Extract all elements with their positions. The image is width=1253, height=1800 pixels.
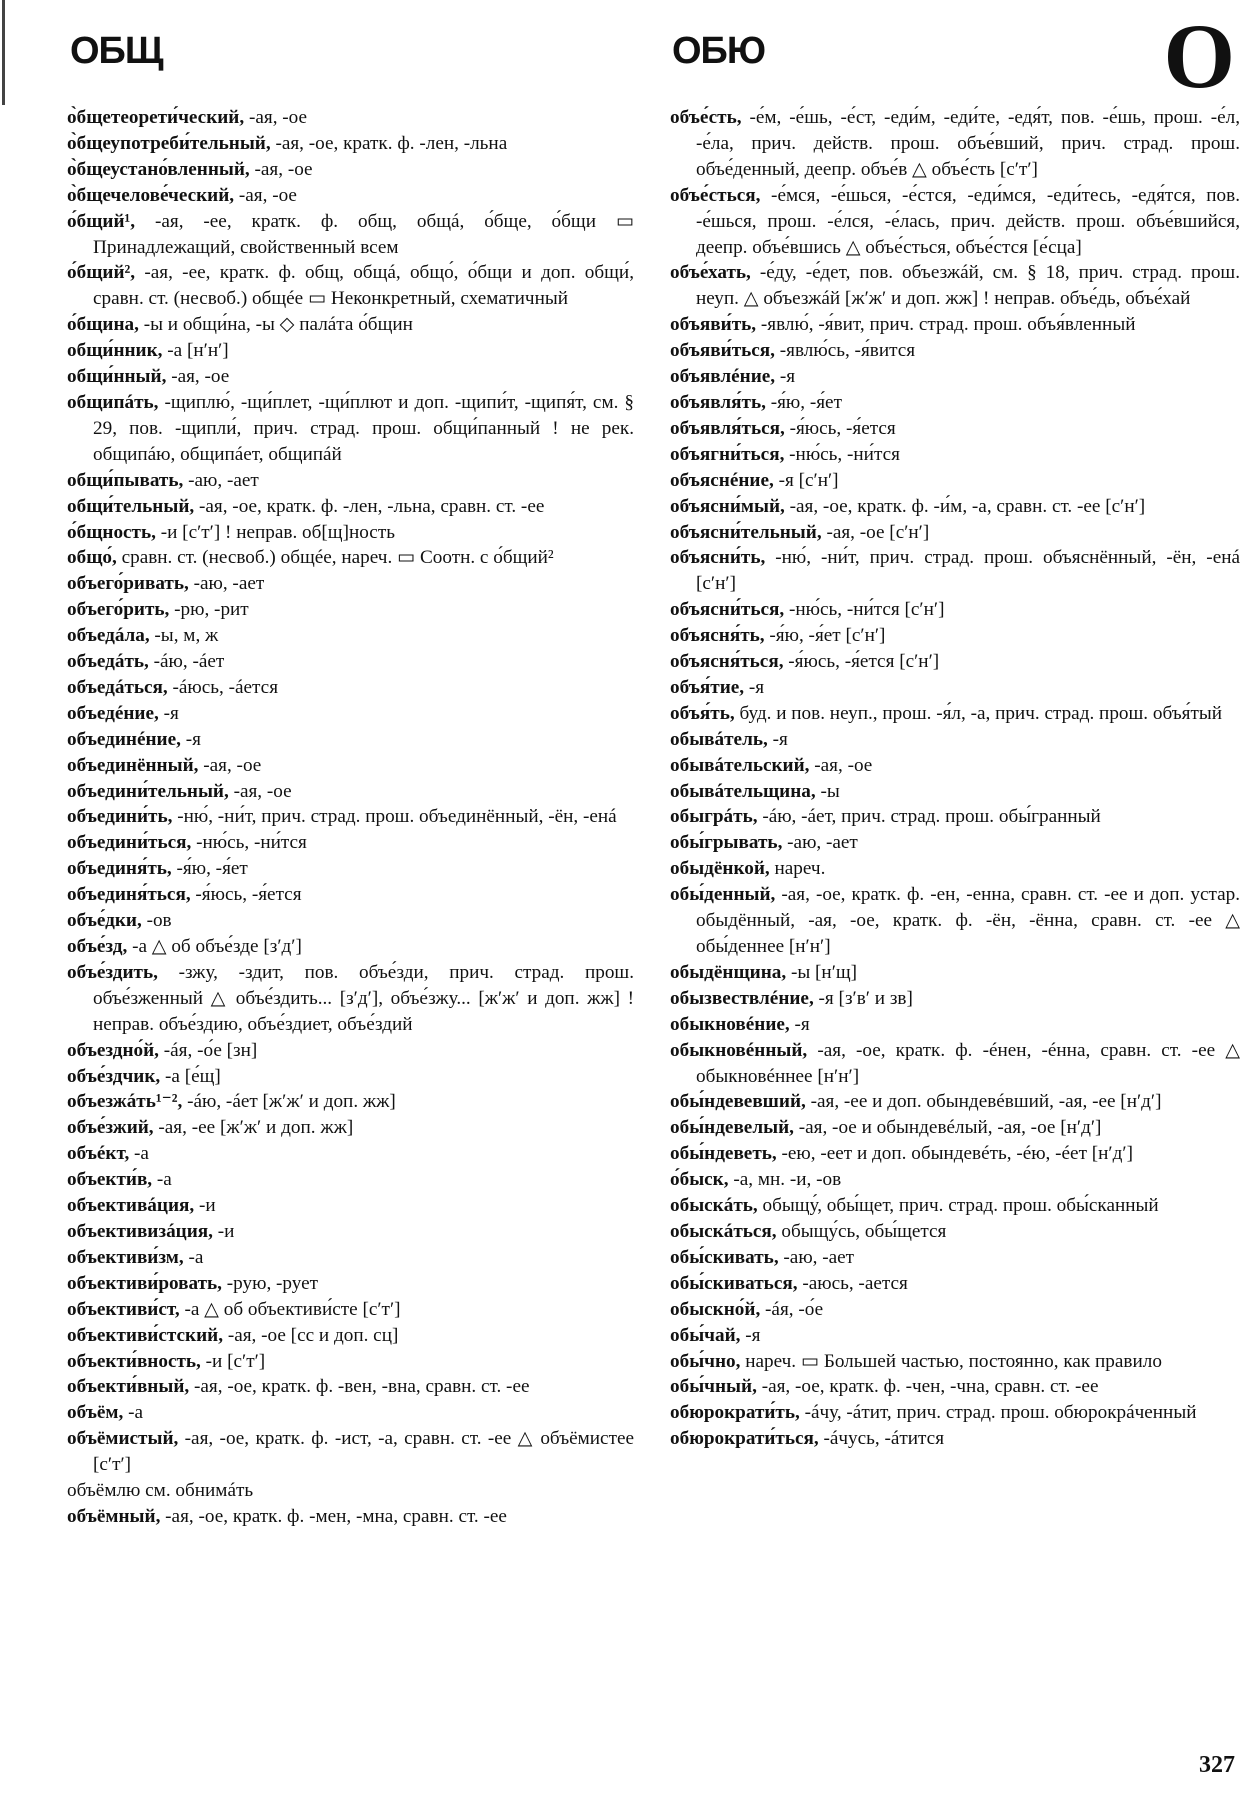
- dictionary-entry: [670, 442, 1240, 468]
- dictionary-entry: [670, 1426, 1240, 1452]
- entry-definition: -я: [158, 702, 179, 724]
- entry-headword: о̀бщечелове́ческий,: [67, 184, 235, 206]
- dictionary-entry: [67, 779, 634, 805]
- entry-headword: общипáть,: [67, 391, 159, 413]
- dictionary-entry: [670, 753, 1240, 779]
- entry-definition: нареч. ▭ Большей частью, постоянно, как правило: [740, 1350, 1162, 1372]
- entry-headword: объективи́стский,: [67, 1324, 224, 1346]
- entry-definition: -явлю́сь, -я́вится: [774, 340, 916, 362]
- dictionary-entry: [670, 830, 1240, 856]
- entry-headword: объясни́ться,: [670, 599, 785, 621]
- entry-definition: -е́ду, -е́дет, пов. объезжáй, см. § 18, прич. страд. прош. неуп. △ объезжáй [жʹжʹ и доп. жж] ! неправ. объе́дь, объе́хай: [696, 262, 1240, 310]
- entry-definition: -а: [152, 1169, 172, 1191]
- entry-headword: обыкновéние,: [670, 1013, 790, 1035]
- entry-headword: объясни́тельный,: [670, 521, 822, 543]
- entry-headword: объекти́вность,: [67, 1350, 201, 1372]
- entry-definition: -аю, -ает: [778, 1246, 855, 1268]
- dictionary-entry: [67, 312, 634, 338]
- entry-definition: -ы: [815, 780, 840, 802]
- entry-headword: о́бщина,: [67, 314, 139, 336]
- entry-headword: обы́скивать,: [670, 1246, 779, 1268]
- dictionary-entry: [67, 960, 634, 1038]
- entry-headword: о̀бщеустано́вленный,: [67, 158, 250, 180]
- dictionary-entry: [67, 390, 634, 468]
- entry-headword: объедини́ться,: [67, 832, 192, 854]
- entry-definition: -ая, -ое, кратк. ф. -и́м, -а, сравн. ст. -ее [сʹнʹ]: [784, 495, 1146, 517]
- entry-definition: -а, мн. -и, -ов: [728, 1169, 842, 1191]
- dictionary-entry: [670, 986, 1240, 1012]
- entry-headword: объедини́тельный,: [67, 780, 229, 802]
- entry-headword: общи́нник,: [67, 340, 163, 362]
- entry-definition: -ая, -ое: [198, 754, 262, 776]
- dictionary-entry: [67, 597, 634, 623]
- entry-definition: -а [нʹнʹ]: [162, 340, 229, 362]
- entry-headword: объяснéние,: [670, 469, 774, 491]
- entry-headword: обыгрáть,: [670, 806, 758, 828]
- dictionary-entry: [67, 571, 634, 597]
- entry-definition: -я: [767, 728, 788, 750]
- dictionary-entry: [67, 1245, 634, 1271]
- entry-definition: -ая, -ое: [228, 780, 292, 802]
- entry-definition: -ая, -ое, кратк. ф. -мен, -мна, сравн. ст. -ее: [160, 1505, 507, 1527]
- entry-definition: -е́мся, -е́шься, -е́стся, -еди́мся, -еди́тесь, -едя́тся, пов. -е́шься, прош. -е́лся, -е́лась, прич. действ. прош. объе́вшийся, деепр. объе́вшись △ объе́сться, объе́стся [е́сца]: [696, 184, 1240, 258]
- dictionary-entry: [670, 1349, 1240, 1375]
- entry-definition: -ая, -ое, кратк. ф. -вен, -вна, сравн. ст. -ее: [189, 1376, 530, 1398]
- dictionary-entry: [67, 520, 634, 546]
- entry-headword: объедáть,: [67, 651, 149, 673]
- entry-headword: о̀бщетеорети́ческий,: [67, 107, 245, 128]
- entry-definition: -ы, м, ж: [149, 625, 219, 647]
- entry-definition: -ню́, -ни́т, прич. страд. прош. объединённый, -ён, -енá: [172, 806, 617, 828]
- entry-definition: -áчу, -áтит, прич. страд. прош. обюрокрáченный: [799, 1402, 1197, 1424]
- entry-headword: обы́чай,: [670, 1324, 741, 1346]
- entry-headword: обывáтельский,: [670, 754, 810, 776]
- dictionary-entry: [67, 856, 634, 882]
- entry-definition: сравн. ст. (несвоб.) общée, нареч. ▭ Соотн. с о́бщий²: [116, 547, 554, 569]
- entry-headword: объективи́ст,: [67, 1298, 180, 1320]
- entry-definition: -áя, -о́е: [760, 1298, 824, 1320]
- dictionary-entry: [67, 1374, 634, 1400]
- dictionary-entry: [67, 882, 634, 908]
- dictionary-entry: [67, 830, 634, 856]
- entry-headword: объездно́й,: [67, 1039, 159, 1061]
- entry-definition: обыщу́, обы́щет, прич. страд. прош. обы́сканный: [757, 1195, 1159, 1217]
- entry-definition: -áюсь, -áется: [167, 676, 279, 698]
- entry-definition: объёмлю см. обнимáть: [67, 1480, 254, 1502]
- entry-headword: о̀бщеупотреби́тельный,: [67, 132, 271, 154]
- entry-definition: -я́ю, -я́ет [сʹнʹ]: [764, 625, 886, 647]
- dictionary-entry: [670, 1323, 1240, 1349]
- dictionary-entry: [670, 701, 1240, 727]
- entry-headword: объяви́ть,: [670, 314, 757, 336]
- entry-definition: -ню́сь, -ни́тся [сʹнʹ]: [784, 599, 945, 621]
- dictionary-entry: [670, 960, 1240, 986]
- entry-headword: объедини́ть,: [67, 806, 173, 828]
- entry-definition: -ею, -еет и доп. обындевéть, -éю, -éет [нʹдʹ]: [776, 1143, 1133, 1165]
- dictionary-entry: [670, 597, 1240, 623]
- entry-definition: -ая, -ое: [244, 107, 308, 128]
- entry-definition: -ая, -ое, кратк. ф. -чен, -чна, сравн. ст. -ее: [756, 1376, 1099, 1398]
- page-number: 327: [1199, 1752, 1235, 1778]
- entry-definition: -а △ об объективи́сте [сʹтʹ]: [179, 1298, 401, 1320]
- entry-headword: объясни́мый,: [670, 495, 785, 517]
- entry-definition: -я: [789, 1013, 810, 1035]
- right-column: [670, 105, 1240, 1452]
- entry-definition: -ая, -ое и обындевéлый, -ая, -ое [нʹдʹ]: [793, 1117, 1102, 1139]
- dictionary-entry: [67, 1219, 634, 1245]
- entry-headword: объекти́вный,: [67, 1376, 190, 1398]
- entry-headword: обывáтель,: [670, 728, 768, 750]
- dictionary-entry: [67, 753, 634, 779]
- entry-definition: -я́юсь, -я́ется: [190, 884, 302, 906]
- entry-headword: обы́ндевевший,: [670, 1091, 806, 1113]
- dictionary-entry: [670, 882, 1240, 960]
- entry-headword: объединённый,: [67, 754, 199, 776]
- entry-definition: -и: [194, 1195, 216, 1217]
- entry-headword: обы́грывать,: [670, 832, 783, 854]
- entry-headword: обыкновéнный,: [670, 1039, 808, 1061]
- entry-definition: -ая, -ое, кратк. ф. -ен, -енна, сравн. ст. -ее и доп. устар. обыдённый, -ая, -ое, кратк. ф. -ён, -ённа, сравн. ст. -ее △ обы́деннее [нʹнʹ]: [696, 884, 1240, 957]
- entry-definition: -ая, -ое: [166, 366, 230, 388]
- dictionary-entry: [67, 623, 634, 649]
- entry-headword: о́бщий¹,: [67, 210, 136, 232]
- entry-headword: обы́чно,: [670, 1350, 741, 1372]
- dictionary-entry: [670, 1271, 1240, 1297]
- entry-definition: -ая, -ое, кратк. ф. -ист, -а, сравн. ст. -ее △ объёмистее [сʹтʹ]: [93, 1428, 634, 1476]
- dictionary-entry: [67, 364, 634, 390]
- entry-headword: объясня́ть,: [670, 625, 765, 647]
- entry-definition: -áю, -áет: [148, 651, 225, 673]
- dictionary-entry: [67, 1064, 634, 1090]
- entry-definition: -я [сʹнʹ]: [773, 469, 839, 491]
- entry-headword: объявлéние,: [670, 366, 776, 388]
- entry-definition: -ая, -ое, кратк. ф. -лен, -льна, сравн. ст. -ее: [194, 495, 545, 517]
- entry-headword: объедáла,: [67, 625, 150, 647]
- entry-definition: -и [сʹтʹ]: [200, 1350, 266, 1372]
- entry-definition: -и: [212, 1220, 235, 1242]
- dictionary-entry: [670, 312, 1240, 338]
- entry-headword: обызвествлéние,: [670, 987, 814, 1009]
- entry-headword: объе́здчик,: [67, 1065, 161, 1087]
- dictionary-entry: [67, 1141, 634, 1167]
- dictionary-entry: [670, 1193, 1240, 1219]
- entry-headword: объего́ривать,: [67, 573, 189, 595]
- dictionary-entry: [67, 1167, 634, 1193]
- entry-headword: общи́пывать,: [67, 469, 184, 491]
- dictionary-entry: [670, 364, 1240, 390]
- dictionary-entry: [670, 545, 1240, 597]
- dictionary-entry: [670, 1167, 1240, 1193]
- entry-headword: объективи́ровать,: [67, 1272, 222, 1294]
- entry-headword: обы́ндеветь,: [670, 1143, 777, 1165]
- entry-headword: о́быск,: [670, 1169, 729, 1191]
- entry-definition: -я́ю, -я́ет: [765, 391, 842, 413]
- entry-definition: -явлю́, -я́вит, прич. страд. прош. объя́вленный: [756, 314, 1136, 336]
- entry-definition: -а: [183, 1246, 204, 1268]
- entry-headword: объявля́ться,: [670, 417, 785, 439]
- dictionary-entry: [67, 494, 634, 520]
- dictionary-entry: [670, 1297, 1240, 1323]
- entry-headword: обыдёнкой,: [670, 858, 770, 880]
- dictionary-entry: [670, 1038, 1240, 1090]
- dictionary-entry: [67, 1297, 634, 1323]
- entry-definition: -а △ об объе́зде [зʹдʹ]: [127, 936, 302, 957]
- dictionary-entry: [670, 779, 1240, 805]
- entry-definition: -аю, -ает: [188, 573, 265, 595]
- entry-headword: объедéние,: [67, 702, 159, 724]
- dictionary-entry: [67, 131, 634, 157]
- dictionary-entry: [67, 1478, 634, 1504]
- entry-headword: объя́тие,: [670, 676, 745, 698]
- entry-headword: объёмный,: [67, 1505, 161, 1527]
- entry-headword: объективáция,: [67, 1195, 195, 1217]
- entry-definition: -ая, -ее, кратк. ф. общ, общá, общо́, о́бщи и доп. общи́, сравн. ст. (несвоб.) общée ▭ Неконкретный, схематичный: [93, 262, 634, 310]
- entry-headword: объе́зжий,: [67, 1117, 154, 1139]
- entry-headword: обыскно́й,: [670, 1298, 761, 1320]
- dictionary-entry: [67, 209, 634, 261]
- entry-definition: -ая, -ое, кратк. ф. -éнен, -éнна, сравн. ст. -ее △ обыкновéннее [нʹнʹ]: [696, 1039, 1240, 1087]
- dictionary-entry: [67, 157, 634, 183]
- entry-definition: -а: [129, 1143, 149, 1165]
- entry-headword: объективи́зм,: [67, 1246, 184, 1268]
- dictionary-entry: [670, 1089, 1240, 1115]
- entry-headword: обыскáться,: [670, 1220, 777, 1242]
- dictionary-entry: [670, 260, 1240, 312]
- entry-definition: -я́ю, -я́ет: [171, 858, 248, 880]
- entry-headword: объединéние,: [67, 728, 181, 750]
- dictionary-entry: [67, 1426, 634, 1478]
- entry-definition: -ов: [141, 910, 172, 932]
- entry-definition: нареч.: [769, 858, 826, 880]
- entry-definition: -я: [740, 1324, 761, 1346]
- dictionary-entry: [67, 183, 634, 209]
- dictionary-entry: [670, 183, 1240, 261]
- entry-headword: объе́здить,: [67, 961, 158, 983]
- entry-definition: -áю, -áет, прич. страд. прош. обы́гранный: [757, 806, 1101, 828]
- dictionary-entry: [670, 1374, 1240, 1400]
- entry-headword: о́бщий²,: [67, 262, 136, 284]
- entry-definition: -аю, -ает: [782, 832, 858, 854]
- dictionary-entry: [670, 520, 1240, 546]
- entry-definition: -ая, -ее и доп. обындевéвший, -ая, -ее [нʹдʹ]: [805, 1091, 1162, 1113]
- dictionary-entry: [67, 105, 634, 131]
- dictionary-entry: [670, 727, 1240, 753]
- entry-definition: -а: [123, 1402, 143, 1424]
- entry-headword: объявля́ть,: [670, 391, 766, 413]
- dictionary-entry: [67, 804, 634, 830]
- dictionary-entry: [67, 1323, 634, 1349]
- dictionary-entry: [67, 545, 634, 571]
- entry-definition: -ая, -ое: [249, 158, 313, 180]
- dictionary-entry: [67, 908, 634, 934]
- left-guide-word: ОБЩ: [70, 30, 163, 72]
- dictionary-entry: [670, 856, 1240, 882]
- entry-headword: общи́тельный,: [67, 495, 195, 517]
- entry-definition: -и [сʹтʹ] ! неправ. об[щ]ность: [155, 521, 395, 543]
- dictionary-entry: [67, 1504, 634, 1530]
- dictionary-entry: [67, 1089, 634, 1115]
- dictionary-entry: [670, 338, 1240, 364]
- dictionary-entry: [670, 623, 1240, 649]
- dictionary-entry: [670, 1245, 1240, 1271]
- entry-definition: -ая, -ое [сʹнʹ]: [821, 521, 930, 543]
- entry-definition: -ая, -ее [жʹжʹ и доп. жж]: [153, 1117, 354, 1139]
- dictionary-entry: [67, 701, 634, 727]
- entry-headword: обы́скиваться,: [670, 1272, 798, 1294]
- entry-headword: общо́,: [67, 547, 117, 569]
- entry-headword: объя́ть,: [670, 702, 735, 724]
- entry-definition: -рую, -рует: [221, 1272, 319, 1294]
- entry-definition: -ая, -ое, кратк. ф. -лен, -льна: [270, 132, 508, 154]
- dictionary-entry: [670, 1219, 1240, 1245]
- entry-headword: обыдёнщина,: [670, 961, 787, 983]
- entry-headword: объёмистый,: [67, 1428, 179, 1450]
- entry-definition: -áчусь, -áтится: [818, 1428, 945, 1450]
- dictionary-entry: [670, 390, 1240, 416]
- section-letter: О: [1163, 5, 1235, 107]
- entry-headword: объезжáть¹⁻²,: [67, 1091, 183, 1113]
- entry-definition: -аюсь, -ается: [797, 1272, 908, 1294]
- entry-definition: -ню́сь, -ни́тся: [784, 443, 900, 465]
- entry-headword: обы́ндевелый,: [670, 1117, 794, 1139]
- entry-headword: объясни́ть,: [670, 547, 766, 569]
- entry-headword: объе́дки,: [67, 910, 142, 932]
- entry-headword: обюрократи́ть,: [670, 1402, 800, 1424]
- dictionary-entry: [67, 934, 634, 960]
- dictionary-entry: [670, 1115, 1240, 1141]
- dictionary-entry: [67, 675, 634, 701]
- entry-headword: объéкт,: [67, 1143, 130, 1165]
- dictionary-entry: [670, 804, 1240, 830]
- dictionary-entry: [67, 468, 634, 494]
- dictionary-entry: [670, 494, 1240, 520]
- dictionary-entry: [67, 1193, 634, 1219]
- entry-definition: -а [е́щ]: [160, 1065, 221, 1087]
- entry-definition: -ню́, -ни́т, прич. страд. прош. объяснённый, -ён, -енá [сʹнʹ]: [696, 547, 1240, 595]
- dictionary-entry: [670, 649, 1240, 675]
- entry-definition: -ая, -ое: [809, 754, 873, 776]
- entry-headword: обы́чный,: [670, 1376, 757, 1398]
- entry-definition: -я: [744, 676, 765, 698]
- dictionary-entry: [67, 1349, 634, 1375]
- entry-definition: обыщу́сь, обы́щется: [776, 1220, 947, 1242]
- entry-headword: объедáться,: [67, 676, 168, 698]
- entry-definition: буд. и пов. неуп., прош. -я́л, -а, прич. страд. прош. объя́тый: [734, 702, 1223, 724]
- entry-headword: объём,: [67, 1402, 124, 1424]
- entry-definition: -ая, -ее, кратк. ф. общ, общá, о́бще, о́бщи ▭ Принадлежащий, свойственный всем: [93, 210, 634, 258]
- entry-headword: обыскáть,: [670, 1195, 758, 1217]
- entry-headword: объединя́ться,: [67, 884, 191, 906]
- left-column: [67, 105, 634, 1530]
- entry-headword: объе́сться,: [670, 184, 761, 206]
- entry-headword: объе́хать,: [670, 262, 751, 284]
- dictionary-entry: [670, 416, 1240, 442]
- entry-headword: объе́зд,: [67, 936, 128, 957]
- entry-definition: -ая, -ое: [234, 184, 297, 206]
- entry-definition: -я: [775, 366, 796, 388]
- entry-definition: -зжу, -здит, пов. объе́зди, прич. страд. прош. объе́зженный △ объе́здить... [зʹдʹ], объе́зжу... [жʹжʹ и доп. жж] ! неправ. объе́здию, объе́здиет, объе́здий: [93, 961, 634, 1035]
- entry-definition: -ы [нʹщ]: [786, 961, 858, 983]
- entry-definition: -ая, -ое [сс и доп. сц]: [223, 1324, 399, 1346]
- dictionary-entry: [67, 260, 634, 312]
- dictionary-entry: [670, 675, 1240, 701]
- entry-definition: -щиплю́, -щи́плет, -щи́плют и доп. -щипи́т, -щипя́т, см. § 29, пов. -щипли́, прич. страд. прош. общи́панный ! не рек. общипáю, общипáет, общипáй: [93, 391, 634, 465]
- dictionary-entry: [67, 1038, 634, 1064]
- dictionary-entry: [67, 649, 634, 675]
- dictionary-entry: [670, 1012, 1240, 1038]
- entry-headword: объе́сть,: [670, 107, 742, 128]
- dictionary-entry: [67, 1400, 634, 1426]
- dictionary-entry: [670, 468, 1240, 494]
- scan-edge-mark: [2, 0, 5, 105]
- entry-definition: -я́юсь, -я́ется [сʹнʹ]: [783, 651, 940, 673]
- entry-definition: -áю, -áет [жʹжʹ и доп. жж]: [182, 1091, 396, 1113]
- entry-headword: обюрократи́ться,: [670, 1428, 819, 1450]
- entry-headword: о́бщность,: [67, 521, 156, 543]
- entry-definition: -аю, -ает: [183, 469, 259, 491]
- dictionary-entry: [670, 105, 1240, 183]
- entry-definition: -áя, -о́е [зн]: [158, 1039, 258, 1061]
- entry-headword: объединя́ть,: [67, 858, 172, 880]
- entry-headword: объективизáция,: [67, 1220, 213, 1242]
- entry-headword: объяви́ться,: [670, 340, 775, 362]
- right-guide-word: ОБЮ: [672, 30, 766, 72]
- dictionary-entry: [67, 1271, 634, 1297]
- entry-headword: объягни́ться,: [670, 443, 785, 465]
- dictionary-entry: [67, 1115, 634, 1141]
- entry-definition: -я: [180, 728, 201, 750]
- entry-definition: -рю, -рит: [169, 599, 249, 621]
- entry-headword: объего́рить,: [67, 599, 170, 621]
- dictionary-entry: [670, 1400, 1240, 1426]
- entry-headword: объясня́ться,: [670, 651, 784, 673]
- entry-definition: -я [зʹвʹ и зв]: [813, 987, 913, 1009]
- entry-definition: -ню́сь, -ни́тся: [191, 832, 307, 854]
- entry-definition: -ы и общи́на, -ы ◇ палáта о́бщин: [138, 314, 413, 336]
- entry-definition: -я́юсь, -я́ется: [784, 417, 896, 439]
- entry-definition: -е́м, -е́шь, -е́ст, -еди́м, -еди́те, -едя́т, пов. -е́шь, прош. -е́л, -е́ла, прич. действ. прош. объе́вший, прич. страд. прош. объе́денный, деепр. объе́в △ объе́сть [сʹтʹ]: [696, 107, 1240, 180]
- dictionary-entry: [67, 727, 634, 753]
- entry-headword: обывáтельщина,: [670, 780, 816, 802]
- dictionary-entry: [67, 338, 634, 364]
- entry-headword: обы́денный,: [670, 884, 776, 906]
- entry-headword: объекти́в,: [67, 1169, 153, 1191]
- dictionary-entry: [670, 1141, 1240, 1167]
- entry-headword: общи́нный,: [67, 366, 167, 388]
